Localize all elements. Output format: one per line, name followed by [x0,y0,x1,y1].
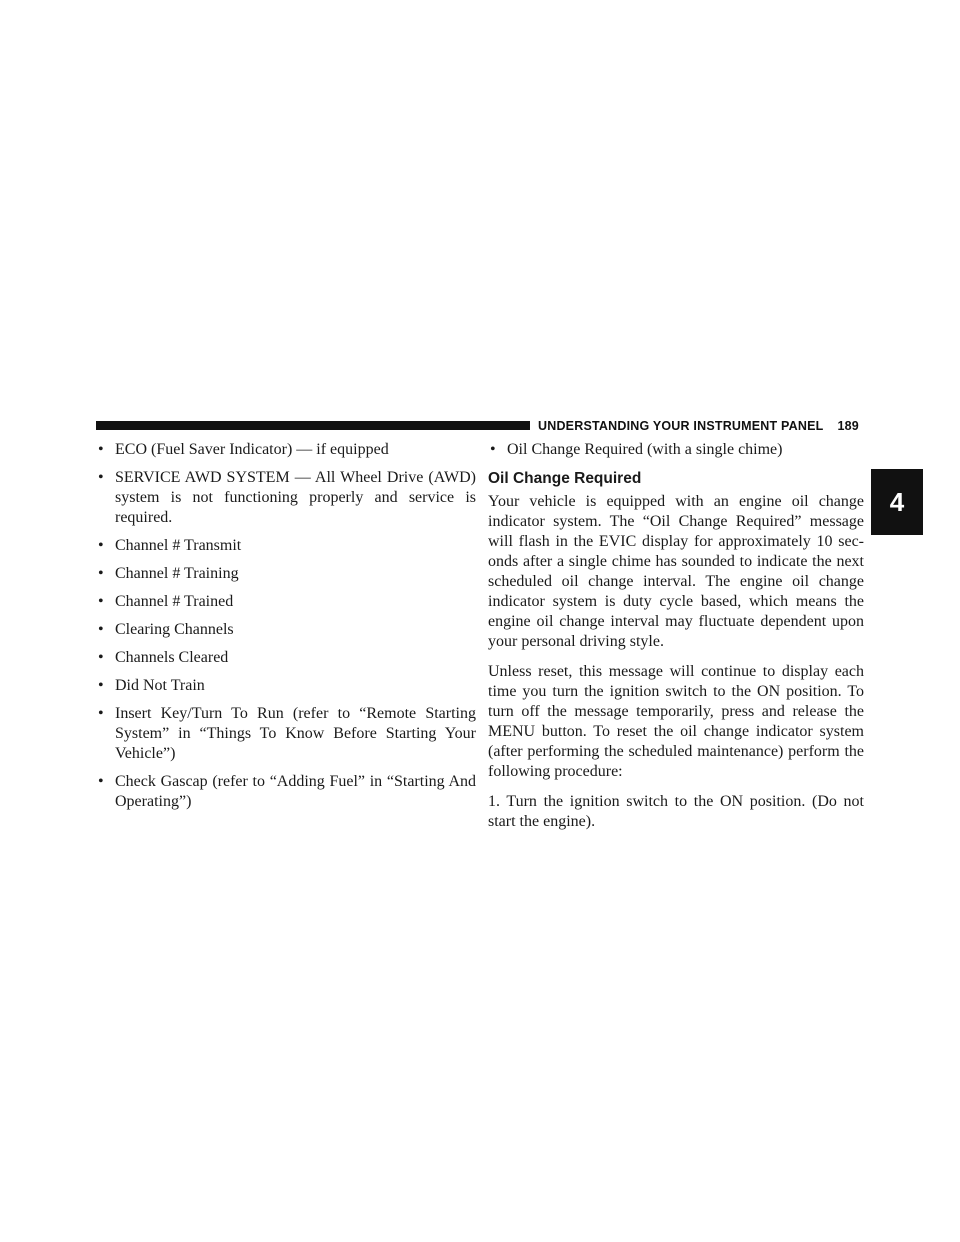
bullet-icon: • [98,441,104,458]
list-item: • Clearing Channels [98,621,234,638]
bullet-icon: • [98,621,104,638]
bullet-icon: • [98,469,104,486]
bullet-icon: • [98,537,104,554]
body-paragraph: 1. Turn the ignition switch to the ON position. (Do not start the engine). [488,793,864,830]
bullet-icon: • [98,565,104,582]
list-item: • Check Gascap (refer to “Adding Fuel” in “Starting And Operating”) [98,773,476,810]
running-header [538,418,868,434]
right-column [488,440,864,842]
list-item: • Insert Key/Turn To Run (refer to “Remote Starting System” in “Things To Know Before Starting Your Vehicle”) [98,705,476,762]
chapter-tab: 4 [871,469,923,535]
bullet-icon: • [98,593,104,610]
list-item: • SERVICE AWD SYSTEM — All Wheel Drive (AWD) system is not functioning properly and service is required. [98,469,476,526]
list-item: • Oil Change Required (with a single chime) [490,441,783,458]
body-paragraph: Unless reset, this message will continue to display each time you turn the ignition switch to the ON position. To turn off the message temporarily, press and release the MENU button. To reset the oil change indicator system (after performing the scheduled maintenance) perform the following procedure: [488,663,864,780]
list-item: • Channels Cleared [98,649,229,666]
bullet-icon: • [98,649,104,666]
header-rule [96,421,530,430]
list-item: • Channel # Transmit [98,537,242,554]
page-number: 189 [837,419,859,433]
section-title: UNDERSTANDING YOUR INSTRUMENT PANEL [538,419,824,433]
bullet-icon: • [98,773,104,790]
list-item: • Did Not Train [98,677,205,694]
list-item: • Channel # Training [98,565,239,582]
left-column [96,440,476,820]
bullet-icon: • [490,441,496,458]
list-item: • Channel # Trained [98,593,234,610]
body-paragraph: Your vehicle is equipped with an engine oil change indicator system. The “Oil Change Required” message will flash in the EVIC display for approximately 10 sec-onds after a single chime has sounded to indicate the next scheduled oil change interval. The engine oil change indicator system is duty cycle based, which means the engine oil change interval may fluctuate dependent upon your personal driving style. [488,493,864,650]
section-heading: Oil Change Required [488,470,642,487]
list-item: • ECO (Fuel Saver Indicator) — if equipped [98,441,389,458]
bullet-icon: • [98,705,104,722]
bullet-icon: • [98,677,104,694]
